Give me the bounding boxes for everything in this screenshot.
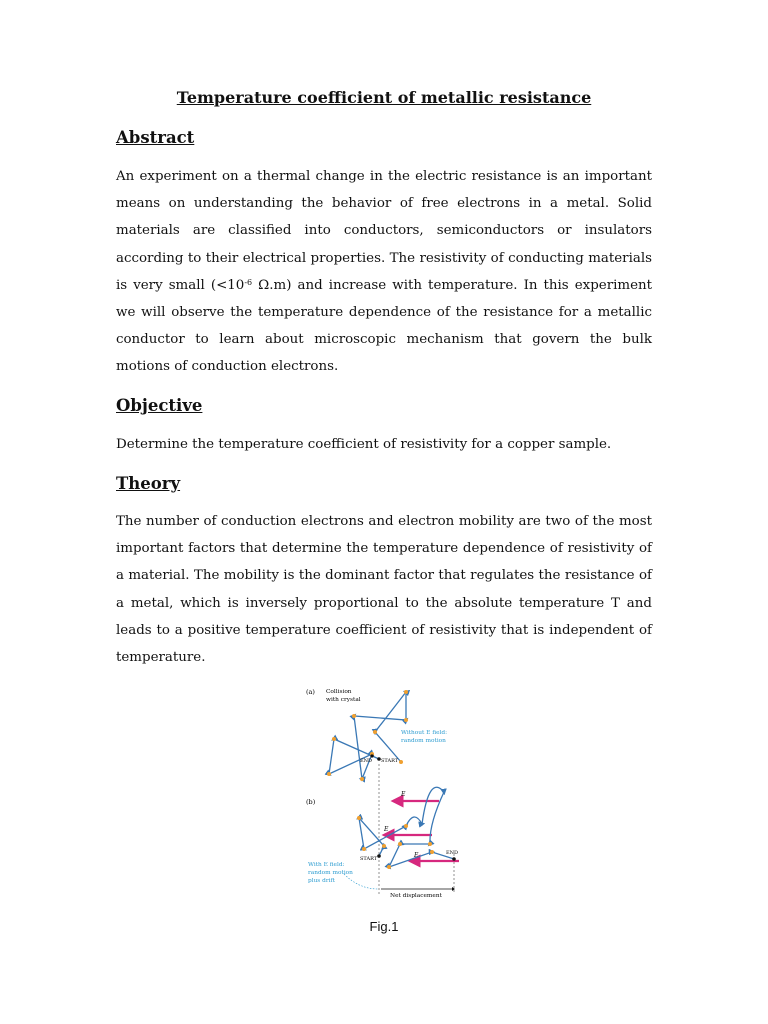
theory-paragraph: The number of conduction electrons and electron mobility are two of the most important factors that determine the temperature dependence of resistivity of a material. The mobility is the dominant factor that regulates the resistance of a metal, which is inversely proportional to the absolute temperature T and leads to a positive temperature coefficient of resistivity that is independent of temperature.: [116, 514, 652, 666]
end-dot-b: [452, 857, 456, 861]
start-label-a: START: [381, 758, 399, 764]
objective-paragraph: Determine the temperature coefficient of resistivity for a copper sample.: [116, 437, 612, 452]
with-field-label-3: plus drift: [308, 878, 335, 884]
with-field-label-2: random motion: [308, 870, 353, 876]
collision-label-1: Collision: [326, 689, 352, 695]
objective-heading: Objective: [116, 396, 203, 415]
abstract-exponent: -6: [244, 277, 253, 287]
abstract-paragraph: [116, 163, 652, 381]
start-dot-b: [377, 854, 381, 858]
field-label-1: E: [401, 791, 406, 798]
panel-b-label: (b): [306, 798, 316, 806]
electron-motion-figure: [304, 684, 468, 900]
end-label-a: END: [360, 758, 373, 764]
with-field-label-1: With E field:: [308, 862, 345, 868]
end-label-b: END: [446, 850, 459, 856]
theory-heading: Theory: [116, 474, 181, 493]
collision-label-2: with crystal: [326, 697, 361, 703]
without-field-label-1: Without E field:: [401, 730, 448, 736]
net-displacement-label: Net displacement: [390, 893, 442, 899]
abstract-heading: Abstract: [116, 128, 195, 147]
abstract-text-end: Ω.m) and increase with temperature. In this experiment we will observe the temperature dependence of the resistance for a metallic conductor to learn about microscopic mechanism that govern the bulk motions of conduction electrons.: [116, 277, 653, 375]
page-title: Temperature coefficient of metallic resistance: [176, 88, 592, 107]
net-displacement-arrowhead: [452, 887, 455, 891]
field-label-2: E: [384, 826, 389, 833]
without-field-label-2: random motion: [401, 738, 446, 744]
abstract-text-start: An experiment on a thermal change in the electric resistance is an important means on understanding the behavior of free electrons in a metal. Solid materials are classified into conductors, semiconductors or insulators according to their electrical properties. The resistivity of conducting materials is very small (<10: [116, 169, 652, 293]
start-label-b: START: [360, 856, 378, 862]
collision-dots: [327, 690, 408, 781]
with-field-pointer: [344, 874, 378, 889]
field-label-3: E: [414, 852, 419, 859]
figure-caption: Fig.1: [369, 919, 399, 934]
panel-a-label: (a): [306, 688, 315, 696]
random-motion-path: [329, 692, 406, 779]
